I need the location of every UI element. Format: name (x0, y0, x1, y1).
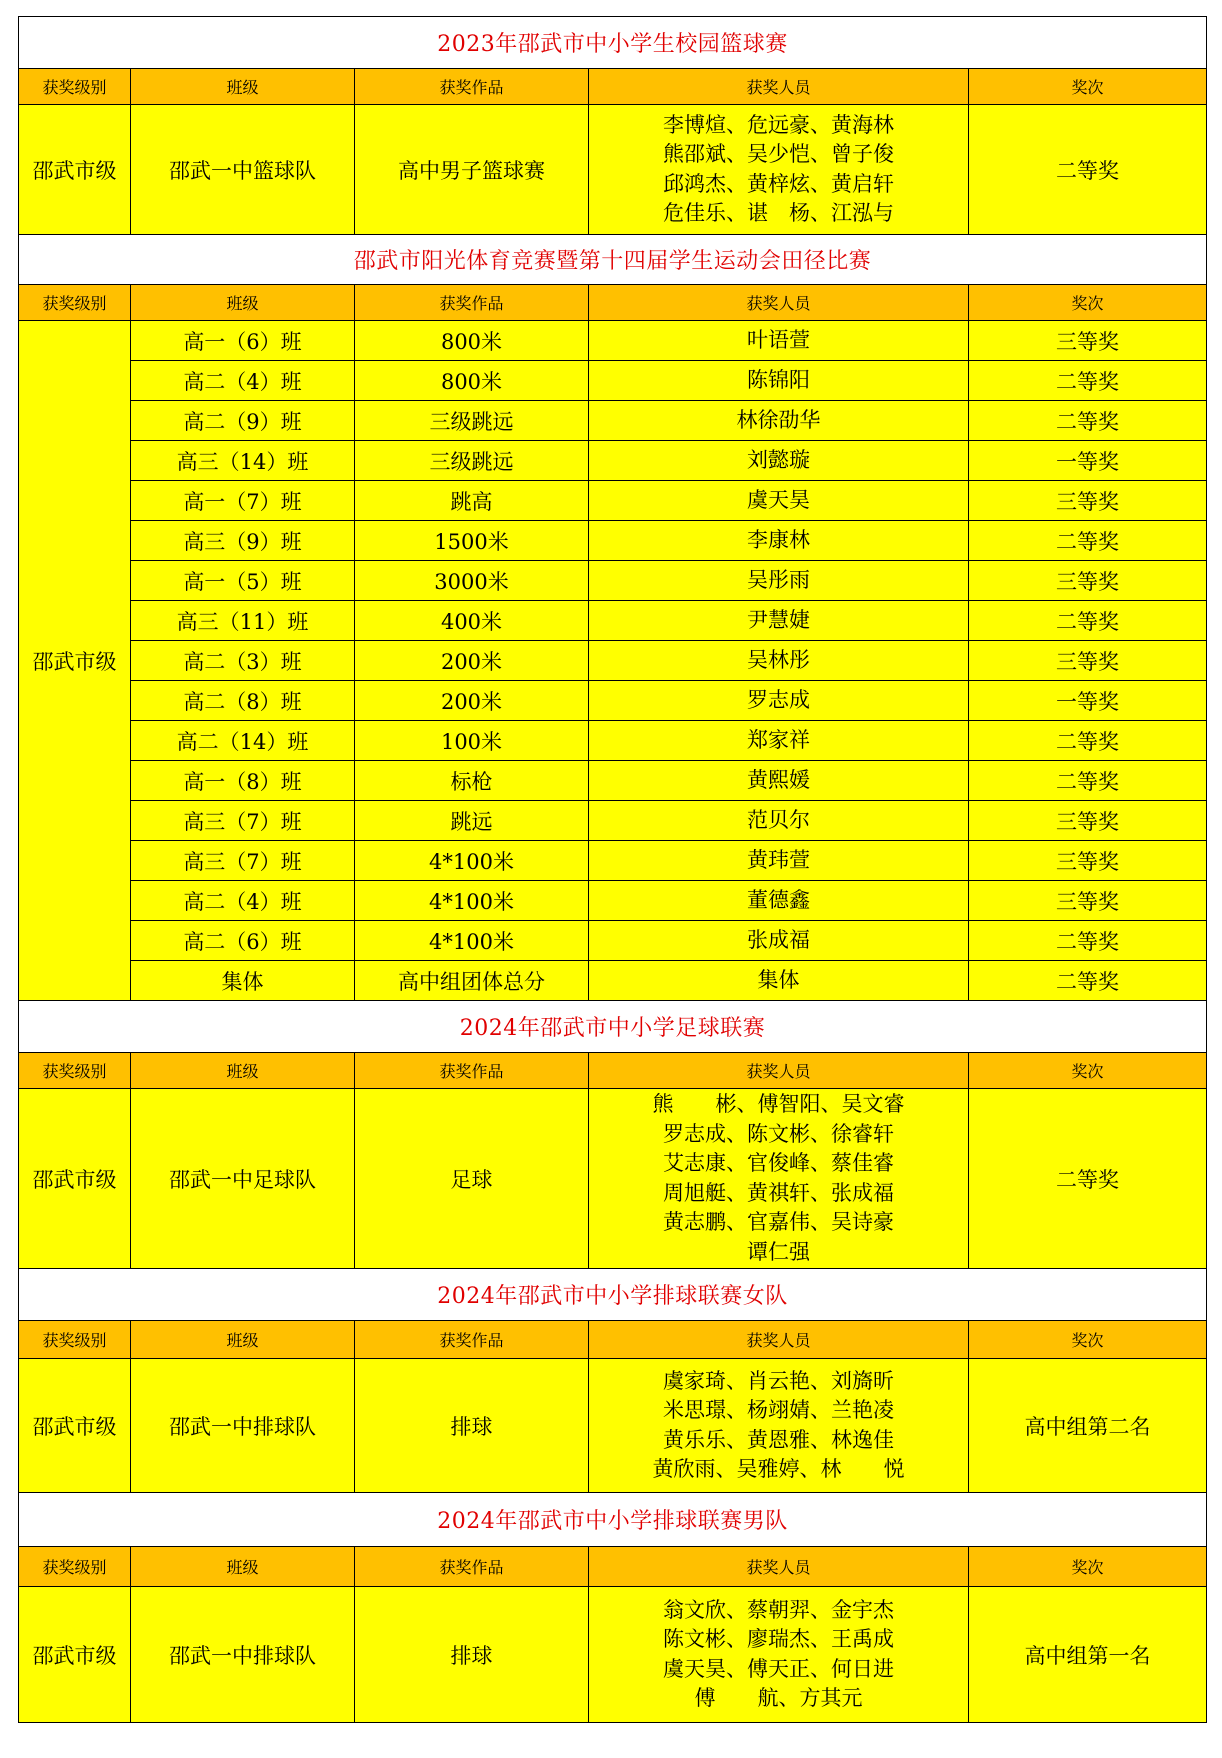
award-cell: 二等奖 (969, 761, 1207, 801)
people-line: 张成福 (747, 927, 810, 952)
header-level: 获奖级别 (19, 1321, 131, 1359)
class-cell: 邵武一中篮球队 (131, 105, 355, 235)
header-work: 获奖作品 (355, 69, 589, 105)
table-row (19, 761, 1207, 801)
table-row (19, 601, 1207, 641)
people-cell (589, 601, 969, 641)
work-cell: 三级跳远 (355, 441, 589, 481)
column-header-row (19, 1547, 1207, 1587)
people-cell (589, 841, 969, 881)
header-level: 获奖级别 (19, 285, 131, 321)
award-cell: 三等奖 (969, 321, 1207, 361)
work-cell: 1500米 (355, 521, 589, 561)
header-people: 获奖人员 (589, 285, 969, 321)
people-line: 虞天昊、傅天正、何日进 (663, 1656, 894, 1681)
awards-table (18, 16, 1207, 1723)
class-cell: 高三（11）班 (131, 601, 355, 641)
table-row (19, 641, 1207, 681)
people-cell (589, 441, 969, 481)
section-title-row (19, 1493, 1207, 1547)
section-title: 2023年邵武市中小学生校园篮球赛 (19, 17, 1207, 69)
award-cell: 二等奖 (969, 401, 1207, 441)
header-level: 获奖级别 (19, 1053, 131, 1089)
people-cell (589, 881, 969, 921)
class-cell: 高三（7）班 (131, 801, 355, 841)
awards-sheet (18, 16, 1206, 1723)
people-cell (589, 481, 969, 521)
people-line: 李博煊、危远豪、黄海林 (663, 112, 894, 137)
table-row (19, 841, 1207, 881)
people-line: 黄欣雨、吴雅婷、林 悦 (652, 1457, 905, 1481)
table-row (19, 321, 1207, 361)
people-cell (589, 1587, 969, 1723)
column-header-row (19, 1321, 1207, 1359)
award-cell: 二等奖 (969, 105, 1207, 235)
work-cell: 200米 (355, 641, 589, 681)
work-cell: 足球 (355, 1089, 589, 1269)
header-award: 奖次 (969, 1053, 1207, 1089)
column-header-row (19, 1053, 1207, 1089)
table-row (19, 721, 1207, 761)
people-cell (589, 641, 969, 681)
section-title: 2024年邵武市中小学排球联赛女队 (19, 1269, 1207, 1321)
header-class: 班级 (131, 285, 355, 321)
header-award: 奖次 (969, 69, 1207, 105)
work-cell: 跳高 (355, 481, 589, 521)
class-cell: 邵武一中排球队 (131, 1359, 355, 1493)
table-row (19, 1587, 1207, 1723)
people-line: 李康林 (747, 527, 810, 552)
header-award: 奖次 (969, 1547, 1207, 1587)
people-line: 罗志成 (747, 687, 810, 712)
people-cell (589, 361, 969, 401)
people-cell (589, 681, 969, 721)
people-line: 叶语萱 (747, 327, 810, 352)
people-line: 陈锦阳 (747, 367, 810, 392)
table-row (19, 105, 1207, 235)
people-line: 集体 (757, 967, 800, 992)
table-row (19, 1089, 1207, 1269)
class-cell: 高三（14）班 (131, 441, 355, 481)
people-line: 艾志康、官俊峰、蔡佳睿 (663, 1151, 894, 1175)
header-people: 获奖人员 (589, 69, 969, 105)
work-cell: 400米 (355, 601, 589, 641)
work-cell: 跳远 (355, 801, 589, 841)
people-cell (589, 105, 969, 235)
header-class: 班级 (131, 1053, 355, 1089)
people-line: 翁文欣、蔡朝羿、金宇杰 (663, 1597, 894, 1622)
award-cell: 三等奖 (969, 881, 1207, 921)
work-cell: 高中男子篮球赛 (355, 105, 589, 235)
column-header-row (19, 69, 1207, 105)
table-row (19, 361, 1207, 401)
work-cell: 标枪 (355, 761, 589, 801)
people-cell (589, 321, 969, 361)
column-header-row (19, 285, 1207, 321)
award-cell: 三等奖 (969, 801, 1207, 841)
class-cell: 高二（14）班 (131, 721, 355, 761)
work-cell: 4*100米 (355, 921, 589, 961)
class-cell: 高二（8）班 (131, 681, 355, 721)
section-title: 2024年邵武市中小学足球联赛 (19, 1001, 1207, 1053)
class-cell: 高二（6）班 (131, 921, 355, 961)
header-class: 班级 (131, 1547, 355, 1587)
award-cell: 三等奖 (969, 561, 1207, 601)
header-work: 获奖作品 (355, 1053, 589, 1089)
class-cell: 高二（9）班 (131, 401, 355, 441)
header-award: 奖次 (969, 1321, 1207, 1359)
people-line: 董德鑫 (747, 887, 810, 912)
people-line: 黄熙媛 (747, 767, 810, 792)
people-line: 危佳乐、谌 杨、江泓与 (663, 201, 894, 225)
award-cell: 高中组第一名 (969, 1587, 1207, 1723)
people-cell (589, 561, 969, 601)
class-cell: 高一（6）班 (131, 321, 355, 361)
people-line: 米思璟、杨翊婧、兰艳凌 (663, 1398, 894, 1422)
award-level-cell: 邵武市级 (19, 105, 131, 235)
table-row (19, 881, 1207, 921)
class-cell: 高三（7）班 (131, 841, 355, 881)
class-cell: 高三（9）班 (131, 521, 355, 561)
award-level-cell: 邵武市级 (19, 321, 131, 1001)
people-line: 林徐劭华 (736, 407, 821, 432)
work-cell: 4*100米 (355, 881, 589, 921)
header-work: 获奖作品 (355, 285, 589, 321)
award-cell: 二等奖 (969, 601, 1207, 641)
people-line: 郑家祥 (747, 727, 810, 752)
award-level-cell: 邵武市级 (19, 1587, 131, 1723)
work-cell: 3000米 (355, 561, 589, 601)
people-line: 虞天昊 (747, 487, 810, 512)
work-cell: 200米 (355, 681, 589, 721)
work-cell: 排球 (355, 1587, 589, 1723)
table-row (19, 961, 1207, 1001)
section-title-row (19, 1001, 1207, 1053)
people-line: 刘懿璇 (747, 447, 810, 472)
section-title: 2024年邵武市中小学排球联赛男队 (19, 1493, 1207, 1547)
header-work: 获奖作品 (355, 1321, 589, 1359)
class-cell: 集体 (131, 961, 355, 1001)
award-cell: 三等奖 (969, 841, 1207, 881)
section-title-row (19, 17, 1207, 69)
table-row (19, 481, 1207, 521)
award-level-cell: 邵武市级 (19, 1359, 131, 1493)
class-cell: 高一（7）班 (131, 481, 355, 521)
header-people: 获奖人员 (589, 1053, 969, 1089)
work-cell: 三级跳远 (355, 401, 589, 441)
award-cell: 三等奖 (969, 641, 1207, 681)
people-line: 虞家琦、肖云艳、刘旖昕 (663, 1368, 894, 1393)
header-people: 获奖人员 (589, 1321, 969, 1359)
award-cell: 高中组第二名 (969, 1359, 1207, 1493)
work-cell: 4*100米 (355, 841, 589, 881)
people-cell (589, 921, 969, 961)
people-line: 范贝尔 (747, 807, 810, 832)
people-line: 周旭艇、黄祺轩、张成福 (663, 1180, 894, 1205)
work-cell: 排球 (355, 1359, 589, 1493)
award-cell: 二等奖 (969, 721, 1207, 761)
award-cell: 一等奖 (969, 441, 1207, 481)
people-line: 罗志成、陈文彬、徐睿轩 (663, 1121, 894, 1146)
table-row (19, 801, 1207, 841)
people-cell (589, 761, 969, 801)
award-level-cell: 邵武市级 (19, 1089, 131, 1269)
award-cell: 二等奖 (969, 1089, 1207, 1269)
section-title-row (19, 235, 1207, 285)
people-line: 陈文彬、廖瑞杰、王禹成 (663, 1627, 894, 1651)
header-award: 奖次 (969, 285, 1207, 321)
work-cell: 100米 (355, 721, 589, 761)
work-cell: 800米 (355, 361, 589, 401)
class-cell: 高二（3）班 (131, 641, 355, 681)
class-cell: 高二（4）班 (131, 881, 355, 921)
header-level: 获奖级别 (19, 1547, 131, 1587)
table-row (19, 441, 1207, 481)
people-cell (589, 801, 969, 841)
award-cell: 二等奖 (969, 961, 1207, 1001)
header-class: 班级 (131, 1321, 355, 1359)
header-work: 获奖作品 (355, 1547, 589, 1587)
header-class: 班级 (131, 69, 355, 105)
work-cell: 800米 (355, 321, 589, 361)
header-people: 获奖人员 (589, 1547, 969, 1587)
people-line: 吴林彤 (747, 647, 810, 672)
people-line: 吴彤雨 (747, 567, 810, 592)
table-row (19, 921, 1207, 961)
award-cell: 三等奖 (969, 481, 1207, 521)
header-level: 获奖级别 (19, 69, 131, 105)
people-line: 尹慧婕 (747, 607, 810, 632)
table-row (19, 561, 1207, 601)
people-cell (589, 721, 969, 761)
table-row (19, 681, 1207, 721)
award-cell: 一等奖 (969, 681, 1207, 721)
people-line: 熊 彬、傅智阳、吴文睿 (652, 1092, 905, 1116)
people-cell (589, 961, 969, 1001)
section-title: 邵武市阳光体育竞赛暨第十四届学生运动会田径比赛 (19, 235, 1207, 285)
people-cell (589, 1089, 969, 1269)
people-line: 黄乐乐、黄恩雅、林逸佳 (663, 1427, 894, 1452)
section-title-row (19, 1269, 1207, 1321)
people-line: 邱鸿杰、黄梓炫、黄启轩 (663, 171, 894, 196)
people-line: 熊邵斌、吴少恺、曾子俊 (663, 142, 894, 166)
work-cell: 高中组团体总分 (355, 961, 589, 1001)
class-cell: 高一（8）班 (131, 761, 355, 801)
people-line: 傅 航、方其元 (694, 1686, 863, 1710)
table-row (19, 1359, 1207, 1493)
class-cell: 高二（4）班 (131, 361, 355, 401)
people-cell (589, 1359, 969, 1493)
people-cell (589, 401, 969, 441)
people-cell (589, 521, 969, 561)
people-line: 黄志鹏、官嘉伟、吴诗豪 (663, 1210, 894, 1234)
people-line: 黄玮萱 (747, 847, 810, 872)
award-cell: 二等奖 (969, 361, 1207, 401)
people-line: 谭仁强 (747, 1239, 810, 1264)
table-row (19, 401, 1207, 441)
class-cell: 邵武一中足球队 (131, 1089, 355, 1269)
class-cell: 邵武一中排球队 (131, 1587, 355, 1723)
table-row (19, 521, 1207, 561)
class-cell: 高一（5）班 (131, 561, 355, 601)
award-cell: 二等奖 (969, 521, 1207, 561)
award-cell: 二等奖 (969, 921, 1207, 961)
